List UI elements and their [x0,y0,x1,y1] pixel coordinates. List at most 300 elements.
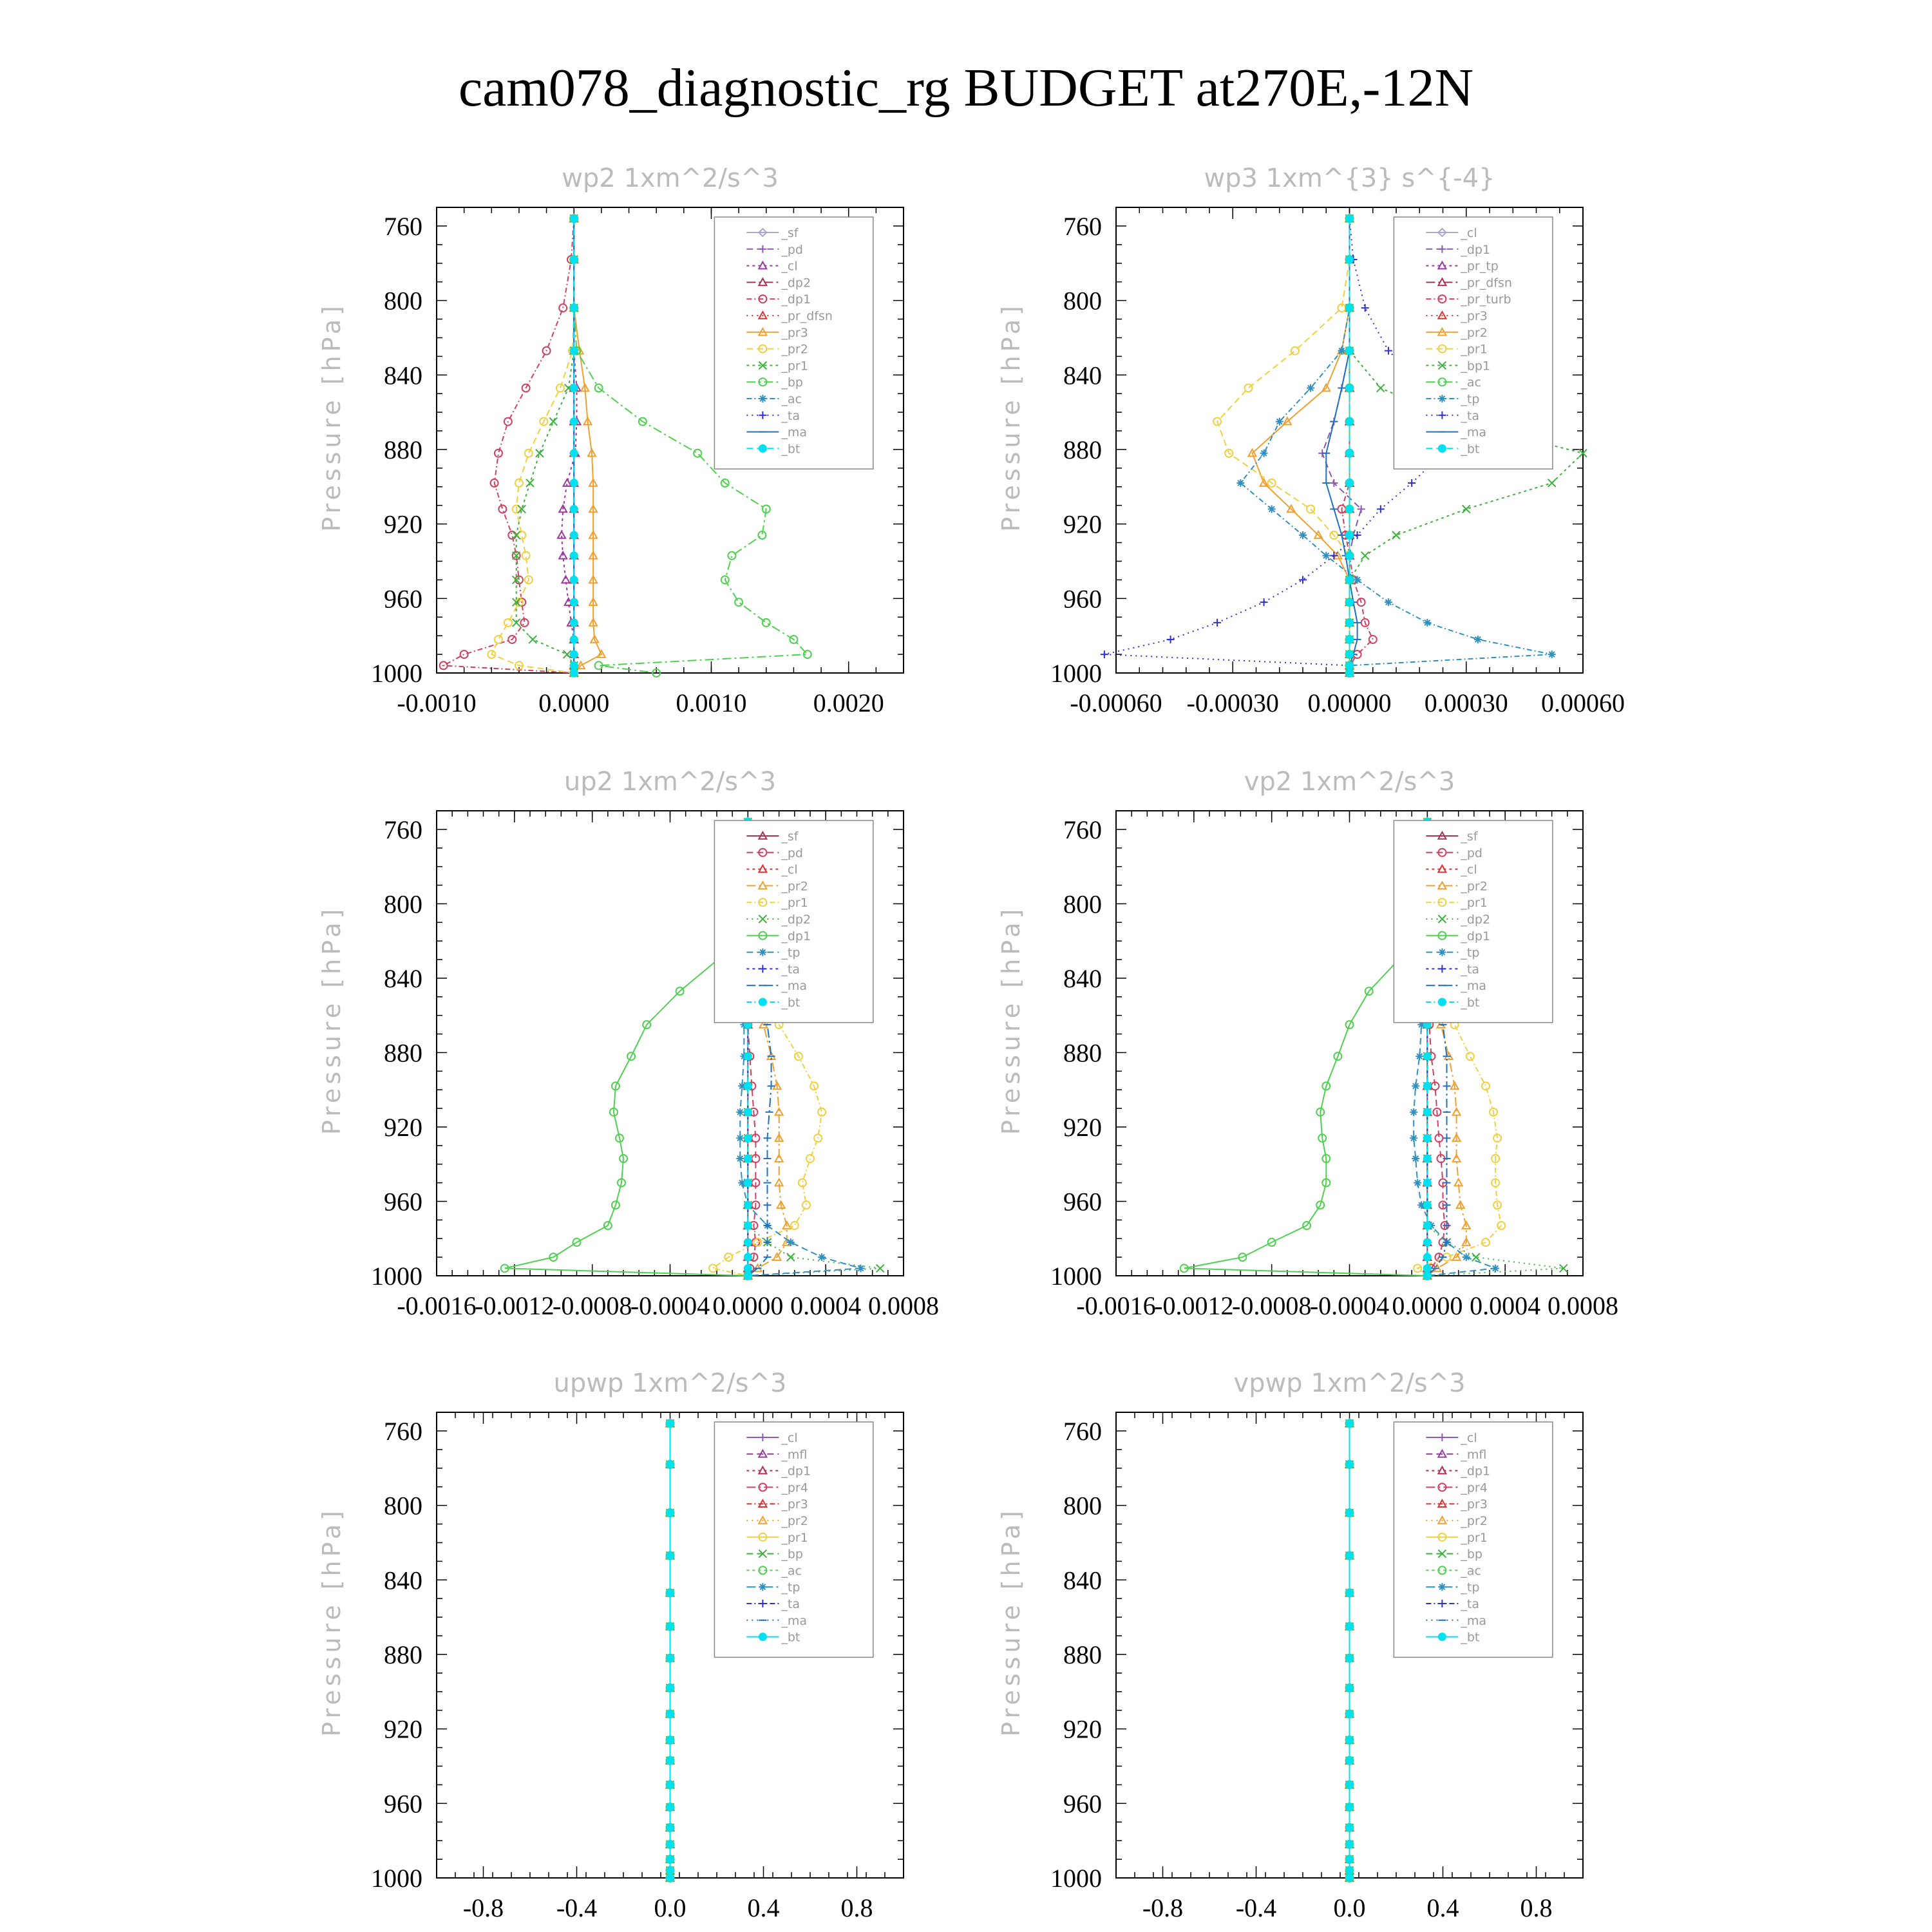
x-tick-label: -0.00030 [1186,688,1279,717]
data-point [762,619,770,627]
legend-marker [759,444,766,452]
data-point [570,576,578,583]
data-point [1423,1134,1431,1142]
data-point [1346,598,1354,606]
data-point [1322,552,1330,560]
data-point [1213,619,1221,627]
data-point [736,1134,744,1142]
legend-label: _bt [781,1630,800,1645]
legend-label: _mfl [781,1447,808,1462]
legend-label: _cl [781,1431,798,1445]
data-point [1346,256,1354,263]
data-point [667,1841,674,1848]
data-point [1361,304,1369,312]
y-tick-label: 840 [1063,361,1102,390]
legend-label: _cl [781,259,798,274]
data-point [1377,384,1385,392]
data-point [1548,650,1556,658]
data-point [1276,418,1283,426]
legend-label: _sf [1461,829,1478,844]
data-point [1423,1082,1431,1090]
legend-label: _sf [781,829,799,844]
y-tick-label: 760 [1063,1416,1102,1446]
legend-label: _ac [1461,375,1481,390]
y-tick-label: 760 [384,1416,422,1446]
data-point [667,1623,674,1631]
data-point [667,1461,674,1468]
data-point [1346,552,1354,560]
legend-label: _pr2 [781,342,808,357]
y-tick-label: 840 [384,361,422,390]
data-point [1414,1179,1421,1187]
y-axis-label: Pressure [hPa] [997,302,1025,532]
x-tick-label: 0.00060 [1541,688,1625,717]
x-tick-label: -0.0008 [553,1291,632,1320]
data-point [1299,576,1307,583]
data-point [1346,636,1354,643]
x-tick-label: 0.8 [840,1893,873,1922]
data-point [744,1134,752,1142]
data-point [1346,1419,1354,1427]
data-point [1307,384,1314,392]
data-point [570,619,578,627]
legend-label: _ac [781,392,802,406]
legend-label: _pr3 [1461,1497,1488,1512]
data-point [1474,636,1482,643]
panel-title: up2 1xm^2/s^3 [564,767,777,797]
legend-label: _ta [1461,408,1479,423]
data-point [1167,636,1175,643]
panel-2 [997,164,1625,717]
legend-label: _dp1 [781,1464,811,1479]
data-point [570,636,578,643]
x-tick-label: 0.0008 [1548,1291,1618,1320]
panel-title: vp2 1xm^2/s^3 [1244,767,1455,797]
x-tick-label: -0.0016 [1076,1291,1156,1320]
y-tick-label: 920 [384,509,422,539]
data-point [1423,619,1431,627]
y-tick-label: 760 [1063,211,1102,241]
legend-label: _bp1 [1461,359,1491,374]
x-tick-label: 0.0 [1333,1893,1366,1922]
legend-label: _pr3 [1461,309,1488,323]
data-point [1260,598,1268,606]
legend-label: _sf [781,226,799,240]
data-point [1423,1222,1431,1229]
data-point [1482,1082,1490,1090]
data-point [498,506,506,513]
data-point [667,1803,674,1811]
legend-label: _pr_dfsn [781,309,833,323]
series-pr2 [488,214,578,677]
data-point [1463,1253,1470,1261]
y-tick-label: 800 [384,286,422,316]
y-tick-label: 1000 [1050,1262,1102,1291]
data-point [667,1710,674,1718]
y-tick-label: 960 [384,1187,422,1217]
y-tick-label: 1000 [371,1864,422,1893]
y-tick-label: 880 [384,1038,422,1068]
data-point [515,479,523,487]
legend-label: _cl [781,862,798,877]
y-tick-label: 840 [384,963,422,993]
data-point [504,619,512,627]
data-point [1346,1824,1354,1832]
data-point [529,636,536,643]
y-tick-label: 960 [384,1789,422,1819]
y-tick-label: 1000 [1050,659,1102,688]
x-tick-label: 0.0000 [538,688,610,717]
data-point [1410,1108,1417,1116]
data-point [667,1824,674,1832]
panel-title: vpwp 1xm^2/s^3 [1233,1368,1466,1398]
legend-label: _ta [1461,1597,1479,1611]
data-point [1346,1684,1354,1692]
data-point [728,552,735,560]
data-point [1346,531,1354,539]
legend-label: _dp1 [781,929,811,943]
data-point [570,650,578,658]
data-point [735,598,743,606]
data-point [570,479,578,487]
data-point [570,304,578,312]
data-point [460,650,468,658]
data-point [667,1866,674,1874]
x-tick-label: 0.4 [1426,1893,1459,1922]
data-point [667,1757,674,1765]
legend-label: _pr_tp [1461,259,1499,274]
data-point [1346,1589,1354,1597]
series-line [505,822,748,1276]
y-tick-label: 840 [384,1566,422,1595]
y-tick-label: 880 [1063,435,1102,464]
x-tick-label: 0.0010 [676,688,747,717]
y-tick-label: 920 [1063,1714,1102,1744]
x-tick-label: -0.8 [1142,1893,1184,1922]
legend-label: _tp [1461,1580,1480,1595]
legend-label: _cl [1461,226,1477,240]
data-point [1346,669,1354,677]
data-point [1260,450,1268,457]
data-point [736,1108,744,1116]
y-tick-label: 1000 [371,659,422,688]
y-tick-label: 800 [1063,286,1102,316]
series-bt [667,1419,674,1882]
panel-title: wp3 1xm^{3} s^{-4} [1204,164,1495,193]
data-point [667,1874,674,1882]
x-tick-label: -0.0012 [475,1291,554,1320]
y-tick-label: 880 [384,435,422,464]
x-tick-label: -0.0004 [1309,1291,1390,1320]
data-point [1346,576,1354,583]
data-point [495,636,502,643]
legend-label: _tp [781,1580,800,1595]
data-point [1346,347,1354,355]
legend [714,820,873,1023]
legend-label: _pr1 [1461,342,1488,357]
legend [714,1422,873,1657]
data-point [694,450,701,457]
data-point [667,1736,674,1744]
data-point [1361,552,1369,560]
data-point [570,418,578,426]
legend-label: _cl [1461,1431,1477,1445]
legend-marker [759,1583,766,1591]
panel-3 [317,767,939,1320]
data-point [667,1419,674,1427]
series-pr1 [1213,214,1353,677]
data-point [570,214,578,222]
data-point [1423,1052,1431,1060]
legend-label: _tp [1461,392,1480,406]
panel-title: upwp 1xm^2/s^3 [553,1368,787,1398]
main-title: cam078_diagnostic_rg BUDGET at270E,-12N [458,58,1474,118]
x-tick-label: -0.4 [1235,1893,1277,1922]
legend [1394,820,1553,1023]
x-tick-label: 0.0020 [813,688,884,717]
y-tick-label: 800 [384,1491,422,1520]
x-tick-label: 0.0000 [1392,1291,1463,1320]
y-tick-label: 920 [1063,1112,1102,1142]
data-point [1244,384,1252,392]
y-tick-label: 880 [384,1640,422,1669]
series-line [1184,822,1428,1276]
legend-label: _ma [781,979,808,994]
data-point [570,598,578,606]
legend-label: _pr3 [781,325,808,340]
data-point [1548,479,1556,487]
data-point [802,1201,810,1209]
data-point [536,450,544,457]
legend-label: _ac [1461,1564,1481,1578]
data-point [1346,1855,1354,1863]
x-tick-label: -0.00060 [1070,688,1162,717]
legend-marker [1438,1633,1446,1641]
data-point [667,1855,674,1863]
y-tick-label: 840 [1063,963,1102,993]
legend-label: _ma [1461,425,1487,440]
data-point [570,450,578,457]
data-point [570,531,578,539]
legend-marker [759,949,766,956]
data-point [1560,1264,1567,1272]
x-tick-label: -0.0008 [1232,1291,1312,1320]
x-tick-label: -0.8 [462,1893,504,1922]
data-point [1408,479,1416,487]
legend-marker [1438,998,1446,1006]
legend-label: _bt [781,996,800,1010]
y-tick-label: 920 [384,1112,422,1142]
data-point [570,384,578,392]
series-line [444,218,574,673]
data-point [1346,1841,1354,1848]
legend-marker [759,998,766,1006]
data-point [744,1082,752,1090]
data-point [1346,1781,1354,1788]
data-point [1423,1108,1431,1116]
data-point [818,1253,826,1261]
data-point [744,1108,752,1116]
legend-label: _ta [781,962,800,977]
data-point [1346,1552,1354,1560]
data-point [562,576,569,583]
legend-label: _pd [1461,846,1482,860]
data-point [570,661,578,669]
panel-title: wp2 1xm^2/s^3 [562,164,779,193]
data-point [513,531,520,539]
series-line [1217,218,1349,673]
data-point [1354,576,1361,583]
legend-label: _ma [781,1613,808,1628]
y-tick-label: 760 [384,211,422,241]
legend-marker [1438,395,1446,402]
data-point [1453,1108,1461,1115]
data-point [526,479,534,487]
data-point [1346,1736,1354,1744]
data-point [1346,1623,1354,1631]
data-point [1346,304,1354,312]
y-axis-label: Pressure [hPa] [997,1507,1025,1737]
data-point [1423,1179,1431,1187]
legend-label: _pr1 [1461,1530,1488,1545]
y-tick-label: 760 [384,815,422,844]
x-tick-label: -0.0012 [1154,1291,1234,1320]
data-point [513,619,520,627]
y-axis-label: Pressure [hPa] [317,302,346,532]
data-point [570,552,578,560]
data-point [744,1222,752,1229]
y-tick-label: 760 [1063,815,1102,844]
data-point [1346,1509,1354,1517]
data-point [744,1264,752,1272]
x-tick-label: 0.0004 [1470,1291,1541,1320]
legend-label: _ta [781,1597,800,1611]
data-point [1346,214,1354,222]
series-bt [1346,1419,1354,1882]
y-tick-label: 920 [1063,509,1102,539]
legend-label: _mfl [1461,1447,1487,1462]
data-point [1346,418,1354,426]
y-tick-label: 960 [1063,1789,1102,1819]
x-tick-label: 0.00030 [1424,688,1508,717]
legend-label: _dp1 [781,292,811,307]
legend [1394,1422,1553,1657]
legend-label: _bt [1461,996,1480,1010]
legend-label: _pr1 [781,359,808,374]
panel-5 [317,1368,904,1922]
legend-label: _pr4 [781,1481,808,1495]
data-point [1291,347,1299,355]
data-point [1423,1264,1431,1272]
data-point [1268,506,1276,513]
legend-marker [1438,444,1446,452]
x-tick-label: 0.0 [654,1893,687,1922]
panel-1 [317,164,904,717]
data-point [744,1272,752,1280]
legend-marker [759,1633,766,1641]
data-point [876,1264,884,1272]
y-tick-label: 960 [1063,584,1102,614]
y-tick-label: 880 [1063,1038,1102,1068]
data-point [570,347,578,355]
legend-label: _pr2 [781,1514,808,1528]
x-tick-label: 0.0004 [790,1291,862,1320]
x-tick-label: -0.0016 [397,1291,477,1320]
legend-label: _bt [781,442,800,457]
data-point [1423,1272,1431,1280]
data-point [775,1155,783,1162]
data-point [1423,1201,1431,1209]
legend-label: _cl [1461,862,1477,877]
data-point [1236,479,1244,487]
legend-label: _dp1 [1461,1464,1491,1479]
data-point [1346,619,1354,627]
data-point [1423,1238,1431,1246]
data-point [1385,347,1392,355]
data-point [791,1222,799,1229]
legend-label: _pd [781,242,803,257]
data-point [1307,506,1314,513]
y-axis-label: Pressure [hPa] [997,905,1025,1135]
legend-label: _pr2 [781,879,808,894]
data-point [1346,1461,1354,1468]
data-point [1346,1757,1354,1765]
legend-label: _dp2 [781,913,811,927]
data-point [1346,1803,1354,1811]
data-point [525,450,533,457]
y-tick-label: 800 [384,889,422,919]
y-tick-label: 840 [1063,1566,1102,1595]
legend-label: _bp [1461,1547,1482,1562]
legend-label: _ma [1461,979,1487,994]
legend-label: _pr_dfsn [1461,276,1512,290]
data-point [667,1509,674,1517]
data-point [556,384,564,392]
legend [1394,217,1553,469]
data-point [1101,650,1108,658]
series-cl [558,214,580,676]
data-point [1466,1052,1474,1060]
legend-label: _ac [781,1564,802,1578]
legend-marker [1438,1583,1446,1591]
data-point [744,1238,752,1246]
data-point [1346,1866,1354,1874]
data-point [570,669,578,677]
legend-label: _pr2 [1461,325,1488,340]
data-point [667,1654,674,1662]
data-point [1346,384,1354,392]
x-tick-label: 0.00000 [1307,688,1392,717]
data-point [736,1155,744,1162]
legend-label: _pr1 [781,896,808,911]
panel-6 [997,1368,1583,1922]
y-tick-label: 960 [1063,1187,1102,1217]
data-point [667,1684,674,1692]
data-point [1346,450,1354,457]
data-point [1410,1134,1417,1142]
legend-label: _pr1 [1461,896,1488,911]
data-point [570,506,578,513]
x-tick-label: 0.0000 [712,1291,784,1320]
legend-label: _bt [1461,1630,1480,1645]
data-point [1412,1155,1419,1162]
legend-label: _dp1 [1461,929,1491,943]
legend-label: _dp2 [1461,913,1491,927]
y-tick-label: 800 [1063,1491,1102,1520]
data-point [1392,531,1400,539]
series-dp1 [1318,214,1365,677]
data-point [1346,479,1354,487]
